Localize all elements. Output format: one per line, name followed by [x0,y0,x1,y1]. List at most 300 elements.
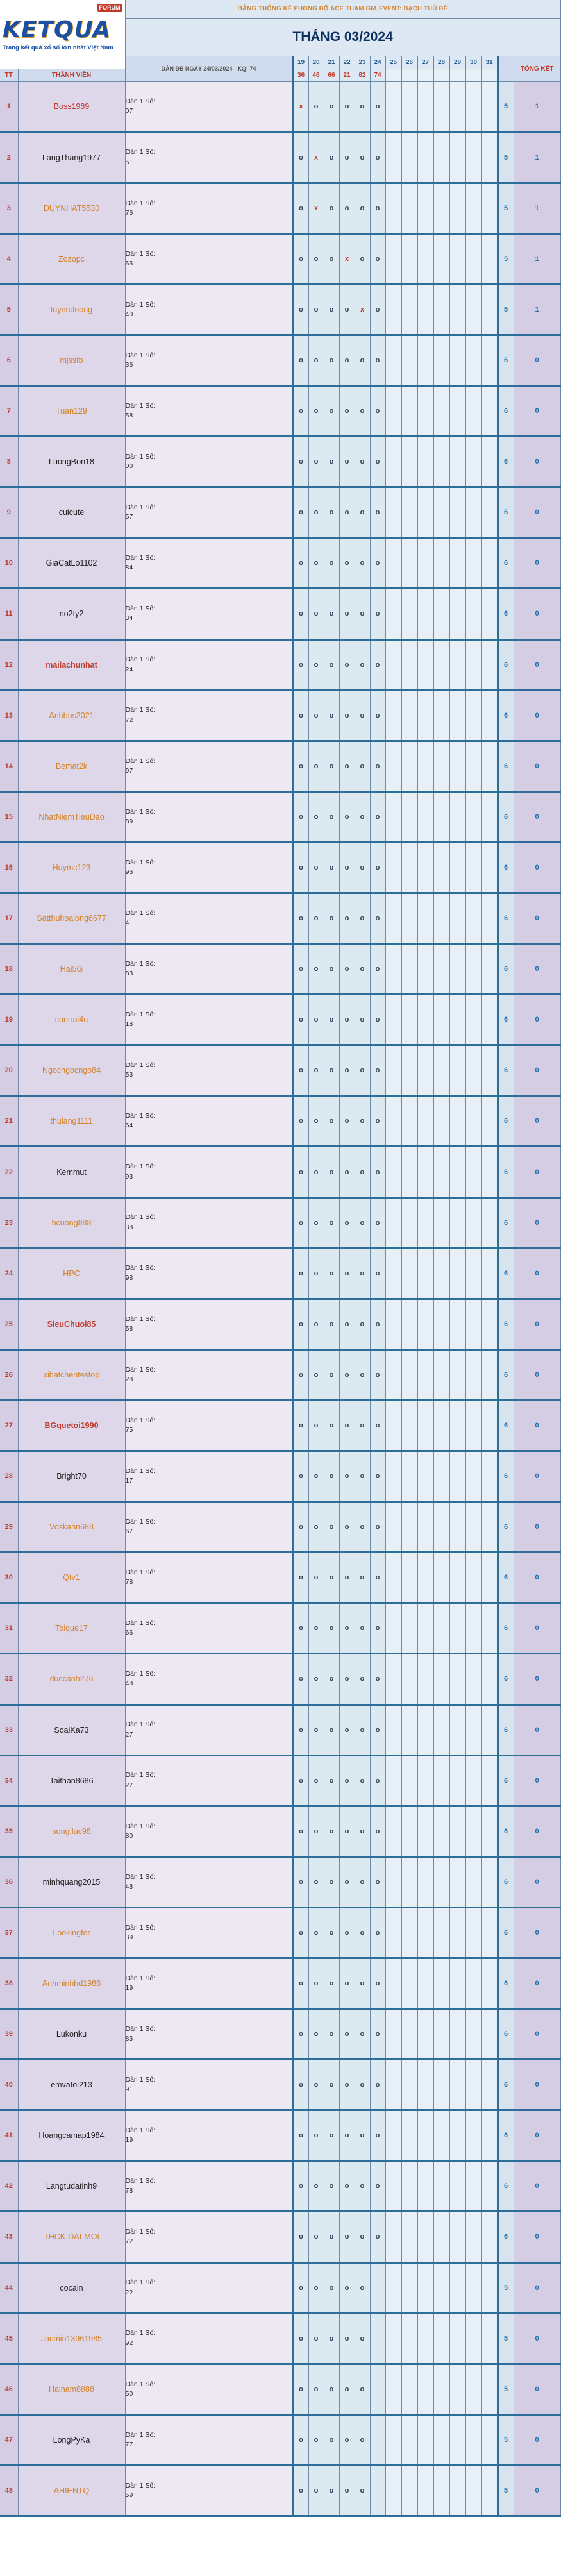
member-name[interactable]: SoaiKa73 [18,1705,125,1755]
member-name[interactable]: AHIENTQ [18,2465,125,2516]
day-mark: o [324,2212,339,2262]
row-index: 15 [0,791,18,842]
day-empty [417,437,433,487]
day-empty [449,1553,465,1603]
member-name[interactable]: Boss1989 [18,81,125,132]
table-row [0,589,560,639]
day-empty [449,2465,465,2516]
day-mark: o [355,233,370,284]
row-total: 0 [514,437,560,487]
day-empty [465,2110,481,2161]
day-mark: o [370,386,385,437]
logo[interactable] [0,0,125,69]
row-count: 6 [498,1806,514,1856]
day-empty [465,1958,481,2008]
member-name[interactable]: THCK-DAI-MOI [18,2212,125,2262]
day-empty [417,1197,433,1248]
day-empty [401,1045,417,1096]
day-mark: o [355,1958,370,2008]
row-index: 43 [0,2212,18,2262]
member-name[interactable]: Hainam8888 [18,2364,125,2414]
row-index: 3 [0,183,18,233]
day-mark: o [308,437,324,487]
day-mark: o [339,2313,355,2364]
member-name[interactable]: Kemmut [18,1147,125,1197]
day-empty [449,639,465,690]
day-mark: o [293,690,308,741]
member-name[interactable]: emvatoi213 [18,2060,125,2110]
day-empty [465,538,481,589]
day-mark: o [339,2060,355,2110]
member-name[interactable]: cocain [18,2262,125,2313]
day-mark: o [324,1856,339,1907]
result-header-empty [401,69,417,81]
day-empty [449,2262,465,2313]
dan-number: 50 [125,2389,133,2398]
row-index: 19 [0,995,18,1045]
dan-number: 36 [125,361,133,369]
day-mark: o [355,1705,370,1755]
day-empty [401,2060,417,2110]
day-header: 30 [465,56,481,69]
day-mark: o [293,2364,308,2414]
day-empty [417,2161,433,2212]
row-index: 24 [0,1248,18,1299]
day-mark: o [293,2465,308,2516]
table-row [0,995,560,1045]
day-empty [449,2009,465,2060]
day-empty [417,1958,433,2008]
day-empty [385,437,401,487]
day-mark: x [293,81,308,132]
member-name[interactable]: Hai5G [18,944,125,995]
row-count: 6 [498,1248,514,1299]
day-mark: o [370,1502,385,1553]
dan-number: 89 [125,817,133,825]
dan-cell [125,893,293,944]
day-empty [401,1096,417,1147]
member-name[interactable]: Tolque17 [18,1603,125,1654]
member-name[interactable]: Anhbus2021 [18,690,125,741]
member-name[interactable]: Huymc123 [18,842,125,893]
day-mark: o [370,1856,385,1907]
sheet-title: BẢNG THỐNG KÊ PHONG ĐỘ ACE THAM GIA EVENT: BẠCH THỦ ĐỀ [125,0,560,18]
day-mark: o [293,132,308,183]
day-empty [417,639,433,690]
day-mark: o [293,1248,308,1299]
row-total: 0 [514,1806,560,1856]
day-mark: o [370,132,385,183]
day-mark: o [324,1248,339,1299]
dan-label: Dàn 1 Số: [125,554,156,562]
day-empty [465,2161,481,2212]
day-mark: o [293,1553,308,1603]
day-empty [449,1856,465,1907]
day-empty [401,2009,417,2060]
table-row [0,2161,560,2212]
member-name[interactable]: thulang1111 [18,1096,125,1147]
day-empty [433,1248,449,1299]
day-empty [433,1400,449,1451]
day-mark: o [308,690,324,741]
day-empty [481,132,498,183]
member-name[interactable]: xibatchentestop [18,1349,125,1400]
table-row [0,2262,560,2313]
day-mark: o [293,1907,308,1958]
row-count: 6 [498,2212,514,2262]
row-count: 6 [498,1705,514,1755]
member-name[interactable]: minhquang2015 [18,1856,125,1907]
member-name[interactable]: mjsstb [18,335,125,385]
day-empty [465,791,481,842]
dan-number: 58 [125,1324,133,1333]
day-empty [449,81,465,132]
day-empty [401,1248,417,1299]
dan-label: Dàn 1 Số: [125,1974,156,1982]
table-row [0,639,560,690]
dan-cell [125,639,293,690]
row-total: 0 [514,1299,560,1349]
day-mark: o [308,944,324,995]
row-count: 6 [498,1502,514,1553]
day-empty [449,1907,465,1958]
row-index: 39 [0,2009,18,2060]
table-row [0,132,560,183]
dan-cell [125,741,293,791]
row-total: 0 [514,791,560,842]
member-name[interactable]: Bemat2k [18,741,125,791]
day-empty [481,81,498,132]
member-name[interactable]: duccanh276 [18,1654,125,1705]
dan-label: Dàn 1 Số: [125,503,156,512]
day-mark: o [293,1654,308,1705]
day-empty [385,2060,401,2110]
day-empty [481,538,498,589]
day-empty [401,1856,417,1907]
day-empty [465,1451,481,1502]
member-name[interactable]: SieuChuoi85 [18,1299,125,1349]
day-empty [481,1755,498,1806]
member-name[interactable]: Hoangcamap1984 [18,2110,125,2161]
member-name[interactable]: Ngocngocngo84 [18,1045,125,1096]
day-mark: o [355,538,370,589]
day-mark: o [339,1502,355,1553]
day-empty [385,741,401,791]
day-mark: o [324,233,339,284]
member-name[interactable]: hcuong888 [18,1197,125,1248]
result-header: 66 [324,69,339,81]
member-name[interactable]: Langtudatinh9 [18,2161,125,2212]
row-index: 10 [0,538,18,589]
dan-label: Dàn 1 Số: [125,1670,156,1678]
dan-number: 76 [125,208,133,217]
row-count: 6 [498,589,514,639]
dan-header: DÀN ĐB NGÀY 24/03/2024 - KQ: 74 [125,56,293,81]
day-empty [465,81,481,132]
result-header-empty [465,69,481,81]
dan-cell [125,2262,293,2313]
table-row [0,1451,560,1502]
day-empty [433,1958,449,2008]
dan-label: Dàn 1 Số: [125,2126,156,2135]
day-empty [433,995,449,1045]
day-empty [481,437,498,487]
row-total: 0 [514,1603,560,1654]
row-index: 2 [0,132,18,183]
result-header-empty [449,69,465,81]
dan-number: 17 [125,1477,133,1485]
table-row [0,842,560,893]
day-empty [401,386,417,437]
day-empty [481,2313,498,2364]
day-empty [481,284,498,335]
day-empty [465,132,481,183]
dan-cell [125,335,293,385]
dan-label: Dàn 1 Số: [125,148,156,156]
row-total: 0 [514,1755,560,1806]
day-header: 27 [417,56,433,69]
day-mark: o [308,538,324,589]
table-row [0,1096,560,1147]
day-empty [385,1400,401,1451]
day-empty [370,2262,385,2313]
row-index: 12 [0,639,18,690]
member-name[interactable]: Satthuhoalong6677 [18,893,125,944]
day-mark: o [355,2060,370,2110]
day-empty [417,386,433,437]
day-empty [449,1502,465,1553]
day-empty [417,1400,433,1451]
day-mark: o [370,2009,385,2060]
day-mark: o [339,335,355,385]
day-empty [449,1400,465,1451]
member-name[interactable]: contrai4u [18,995,125,1045]
row-total: 0 [514,2110,560,2161]
day-empty [385,1705,401,1755]
row-count: 6 [498,944,514,995]
row-total: 0 [514,1349,560,1400]
day-empty [465,1603,481,1654]
row-total: 0 [514,995,560,1045]
dan-cell [125,2009,293,2060]
day-mark: x [308,132,324,183]
row-total: 0 [514,1147,560,1197]
day-empty [385,995,401,1045]
row-index: 26 [0,1349,18,1400]
dan-label: Dàn 1 Số: [125,1873,156,1881]
day-mark: o [324,437,339,487]
dan-cell [125,1197,293,1248]
day-mark: o [293,741,308,791]
day-empty [481,2364,498,2414]
row-total: 1 [514,233,560,284]
day-mark: o [370,1755,385,1806]
day-empty [401,589,417,639]
day-empty [417,1502,433,1553]
day-empty [449,2212,465,2262]
day-empty [465,842,481,893]
day-empty [465,233,481,284]
row-total: 0 [514,1096,560,1147]
day-empty [465,2262,481,2313]
member-name[interactable]: BGquetoi1990 [18,1400,125,1451]
day-empty [385,589,401,639]
day-mark: o [324,791,339,842]
day-empty [385,639,401,690]
dan-label: Dàn 1 Số: [125,2380,156,2388]
dan-label: Dàn 1 Số: [125,1822,156,1830]
row-index: 23 [0,1197,18,1248]
day-mark: o [308,1045,324,1096]
day-mark: o [339,183,355,233]
row-index: 35 [0,1806,18,1856]
total-header: TỔNG KẾT [514,56,560,81]
day-mark: o [293,1349,308,1400]
day-empty [401,1502,417,1553]
dan-label: Dàn 1 Số: [125,1011,156,1019]
member-name[interactable]: Lukonku [18,2009,125,2060]
member-name[interactable]: Anhminhhd1986 [18,1958,125,2008]
row-total: 0 [514,2465,560,2516]
day-mark: o [293,437,308,487]
row-total: 0 [514,639,560,690]
day-mark: o [308,741,324,791]
day-empty [465,944,481,995]
member-name[interactable]: HPC [18,1248,125,1299]
member-name[interactable]: Lookingfor [18,1907,125,1958]
day-empty [401,1806,417,1856]
day-empty [433,1451,449,1502]
day-header: 20 [308,56,324,69]
row-total: 1 [514,132,560,183]
day-mark: o [355,2009,370,2060]
member-name[interactable]: Jacmin13961985 [18,2313,125,2364]
day-mark: o [293,1096,308,1147]
table-row [0,1400,560,1451]
day-mark: o [370,1603,385,1654]
day-mark: o [293,183,308,233]
member-name[interactable]: Voskahn688 [18,1502,125,1553]
member-name[interactable]: mailachunhat [18,639,125,690]
day-empty [481,183,498,233]
row-count: 5 [498,132,514,183]
day-empty [481,1502,498,1553]
row-index: 6 [0,335,18,385]
row-count: 6 [498,2060,514,2110]
member-name[interactable]: Bright70 [18,1451,125,1502]
day-mark: o [339,1654,355,1705]
day-empty [417,1806,433,1856]
day-empty [385,183,401,233]
day-empty [385,1248,401,1299]
dan-number: 48 [125,1882,133,1890]
member-name[interactable]: LangThang1977 [18,132,125,183]
member-name[interactable]: DUYNHAT5530 [18,183,125,233]
day-mark: o [293,1400,308,1451]
day-mark: o [324,1553,339,1603]
day-mark: o [339,2009,355,2060]
row-count: 5 [498,284,514,335]
dan-number: 64 [125,1122,133,1130]
member-name[interactable]: GiaCatLo1102 [18,538,125,589]
member-name[interactable]: tuyendoong [18,284,125,335]
table-row [0,1654,560,1705]
day-mark: o [339,1705,355,1755]
tt-header: TT [0,69,18,81]
member-name[interactable]: Zozopc [18,233,125,284]
day-empty [481,589,498,639]
day-empty [417,132,433,183]
day-empty [417,1096,433,1147]
row-index: 14 [0,741,18,791]
day-mark: o [324,538,339,589]
member-name[interactable]: Qtv1 [18,1553,125,1603]
row-total: 0 [514,1451,560,1502]
dan-cell [125,1958,293,2008]
row-total: 0 [514,1958,560,2008]
member-name[interactable]: no2ty2 [18,589,125,639]
member-name[interactable]: LuongBon18 [18,437,125,487]
dan-number: 58 [125,412,133,420]
day-empty [417,1755,433,1806]
day-empty [433,2110,449,2161]
member-name[interactable]: Tuan129 [18,386,125,437]
day-empty [481,1806,498,1856]
member-name[interactable]: Taithan8686 [18,1755,125,1806]
row-total: 0 [514,1705,560,1755]
day-empty [385,2364,401,2414]
day-empty [465,1299,481,1349]
member-name[interactable]: LongPyKa [18,2414,125,2465]
day-empty [417,2465,433,2516]
day-empty [481,2009,498,2060]
day-empty [449,2414,465,2465]
day-empty [465,1755,481,1806]
day-empty [401,1400,417,1451]
day-empty [417,995,433,1045]
day-mark: o [308,2009,324,2060]
dan-number: 78 [125,2187,133,2195]
member-name[interactable]: song.luc98 [18,1806,125,1856]
day-mark: o [355,1654,370,1705]
day-mark: o [355,2262,370,2313]
day-mark: o [293,1705,308,1755]
row-index: 40 [0,2060,18,2110]
dan-number: 38 [125,1223,133,1231]
day-empty [433,538,449,589]
member-name[interactable]: NhatNiemTieuDao [18,791,125,842]
row-total: 0 [514,2262,560,2313]
row-count: 6 [498,1299,514,1349]
day-mark: o [339,893,355,944]
day-mark: o [355,995,370,1045]
day-mark: o [308,1197,324,1248]
member-name[interactable]: cuicute [18,487,125,538]
day-empty [370,2364,385,2414]
day-header: 23 [355,56,370,69]
day-mark: o [293,487,308,538]
table-row [0,1806,560,1856]
dan-cell [125,2313,293,2364]
day-empty [449,1045,465,1096]
day-empty [385,690,401,741]
day-empty [481,1856,498,1907]
table-row [0,1553,560,1603]
day-empty [481,2161,498,2212]
dan-number: 66 [125,1629,133,1637]
day-empty [481,1705,498,1755]
day-empty [465,1400,481,1451]
